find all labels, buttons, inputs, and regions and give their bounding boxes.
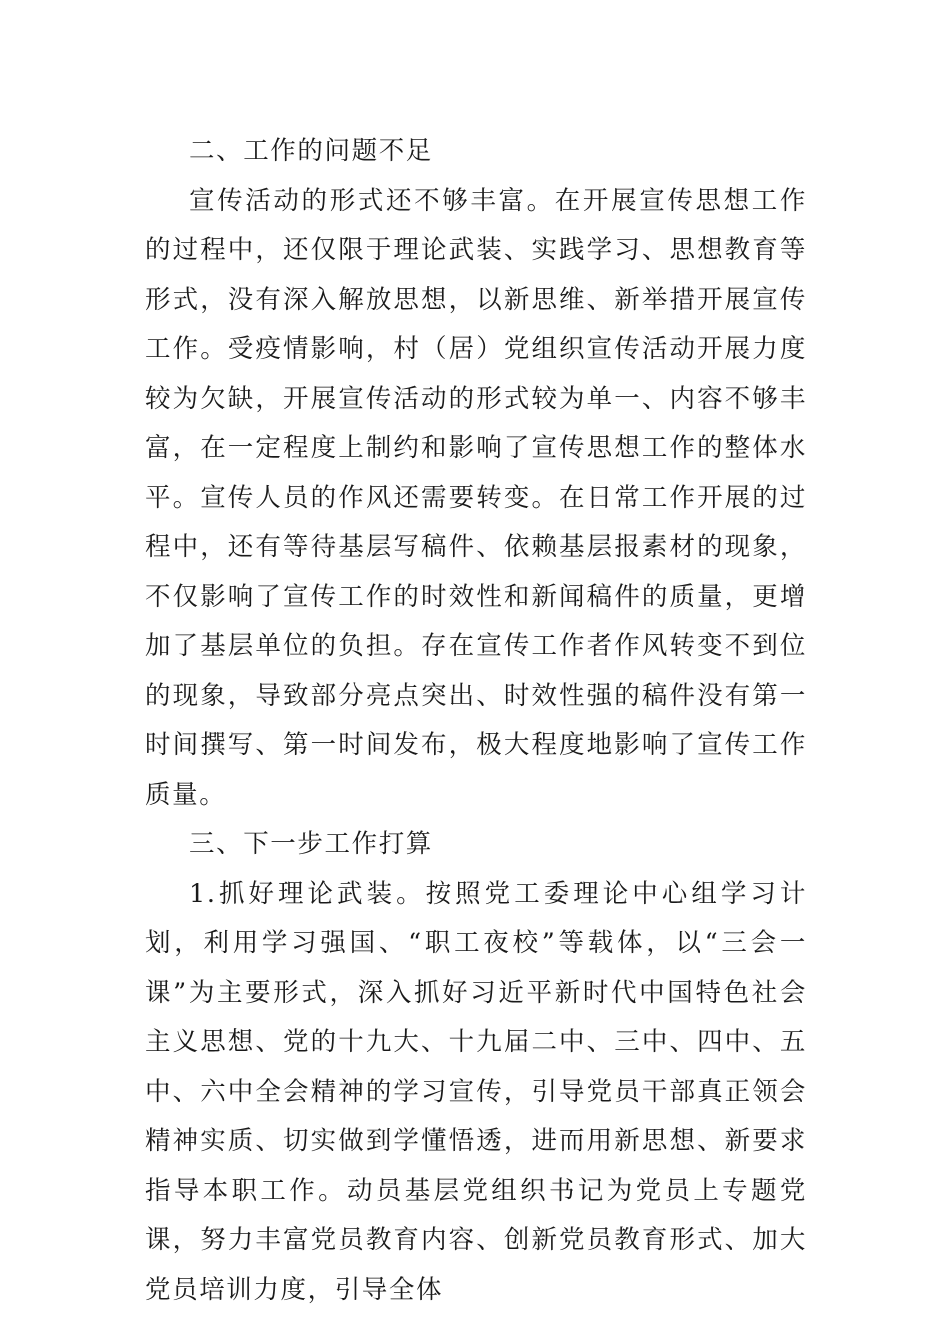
document-body: [145, 127, 807, 1315]
paragraph-theory-study: 1.抓好理论武装。按照党工委理论中心组学习计划，利用学习强国、“职工夜校”等载体，以“三会一课”为主要形式，深入抓好习近平新时代中国特色社会主义思想、党的十九大、十九届二中、三中、四中、五中、六中全会精神的学习宣传，引导党员干部真正领会精神实质、切实做到学懂悟透，进而用新思想、新要求指导本职工作。动员基层党组织书记为党员上专题党课，努力丰富党员教育内容、创新党员教育形式、加大党员培训力度，引导全体: [145, 878, 807, 1305]
section-heading-next-steps: 三、下一步工作打算: [189, 829, 433, 859]
paragraph-problems: 宣传活动的形式还不够丰富。在开展宣传思想工作的过程中，还仅限于理论武装、实践学习、思想教育等形式，没有深入解放思想，以新思维、新举措开展宣传工作。受疫情影响，村（居）党组织宣传活动开展力度较为欠缺，开展宣传活动的形式较为单一、内容不够丰富，在一定程度上制约和影响了宣传思想工作的整体水平。宣传人员的作风还需要转变。在日常工作开展的过程中，还有等待基层写稿件、依赖基层报素材的现象，不仅影响了宣传工作的时效性和新闻稿件的质量，更增加了基层单位的负担。存在宣传工作者作风转变不到位的现象，导致部分亮点突出、时效性强的稿件没有第一时间撰写、第一时间发布，极大程度地影响了宣传工作质量。: [145, 185, 807, 810]
section-heading-problems: 二、工作的问题不足: [189, 136, 433, 166]
